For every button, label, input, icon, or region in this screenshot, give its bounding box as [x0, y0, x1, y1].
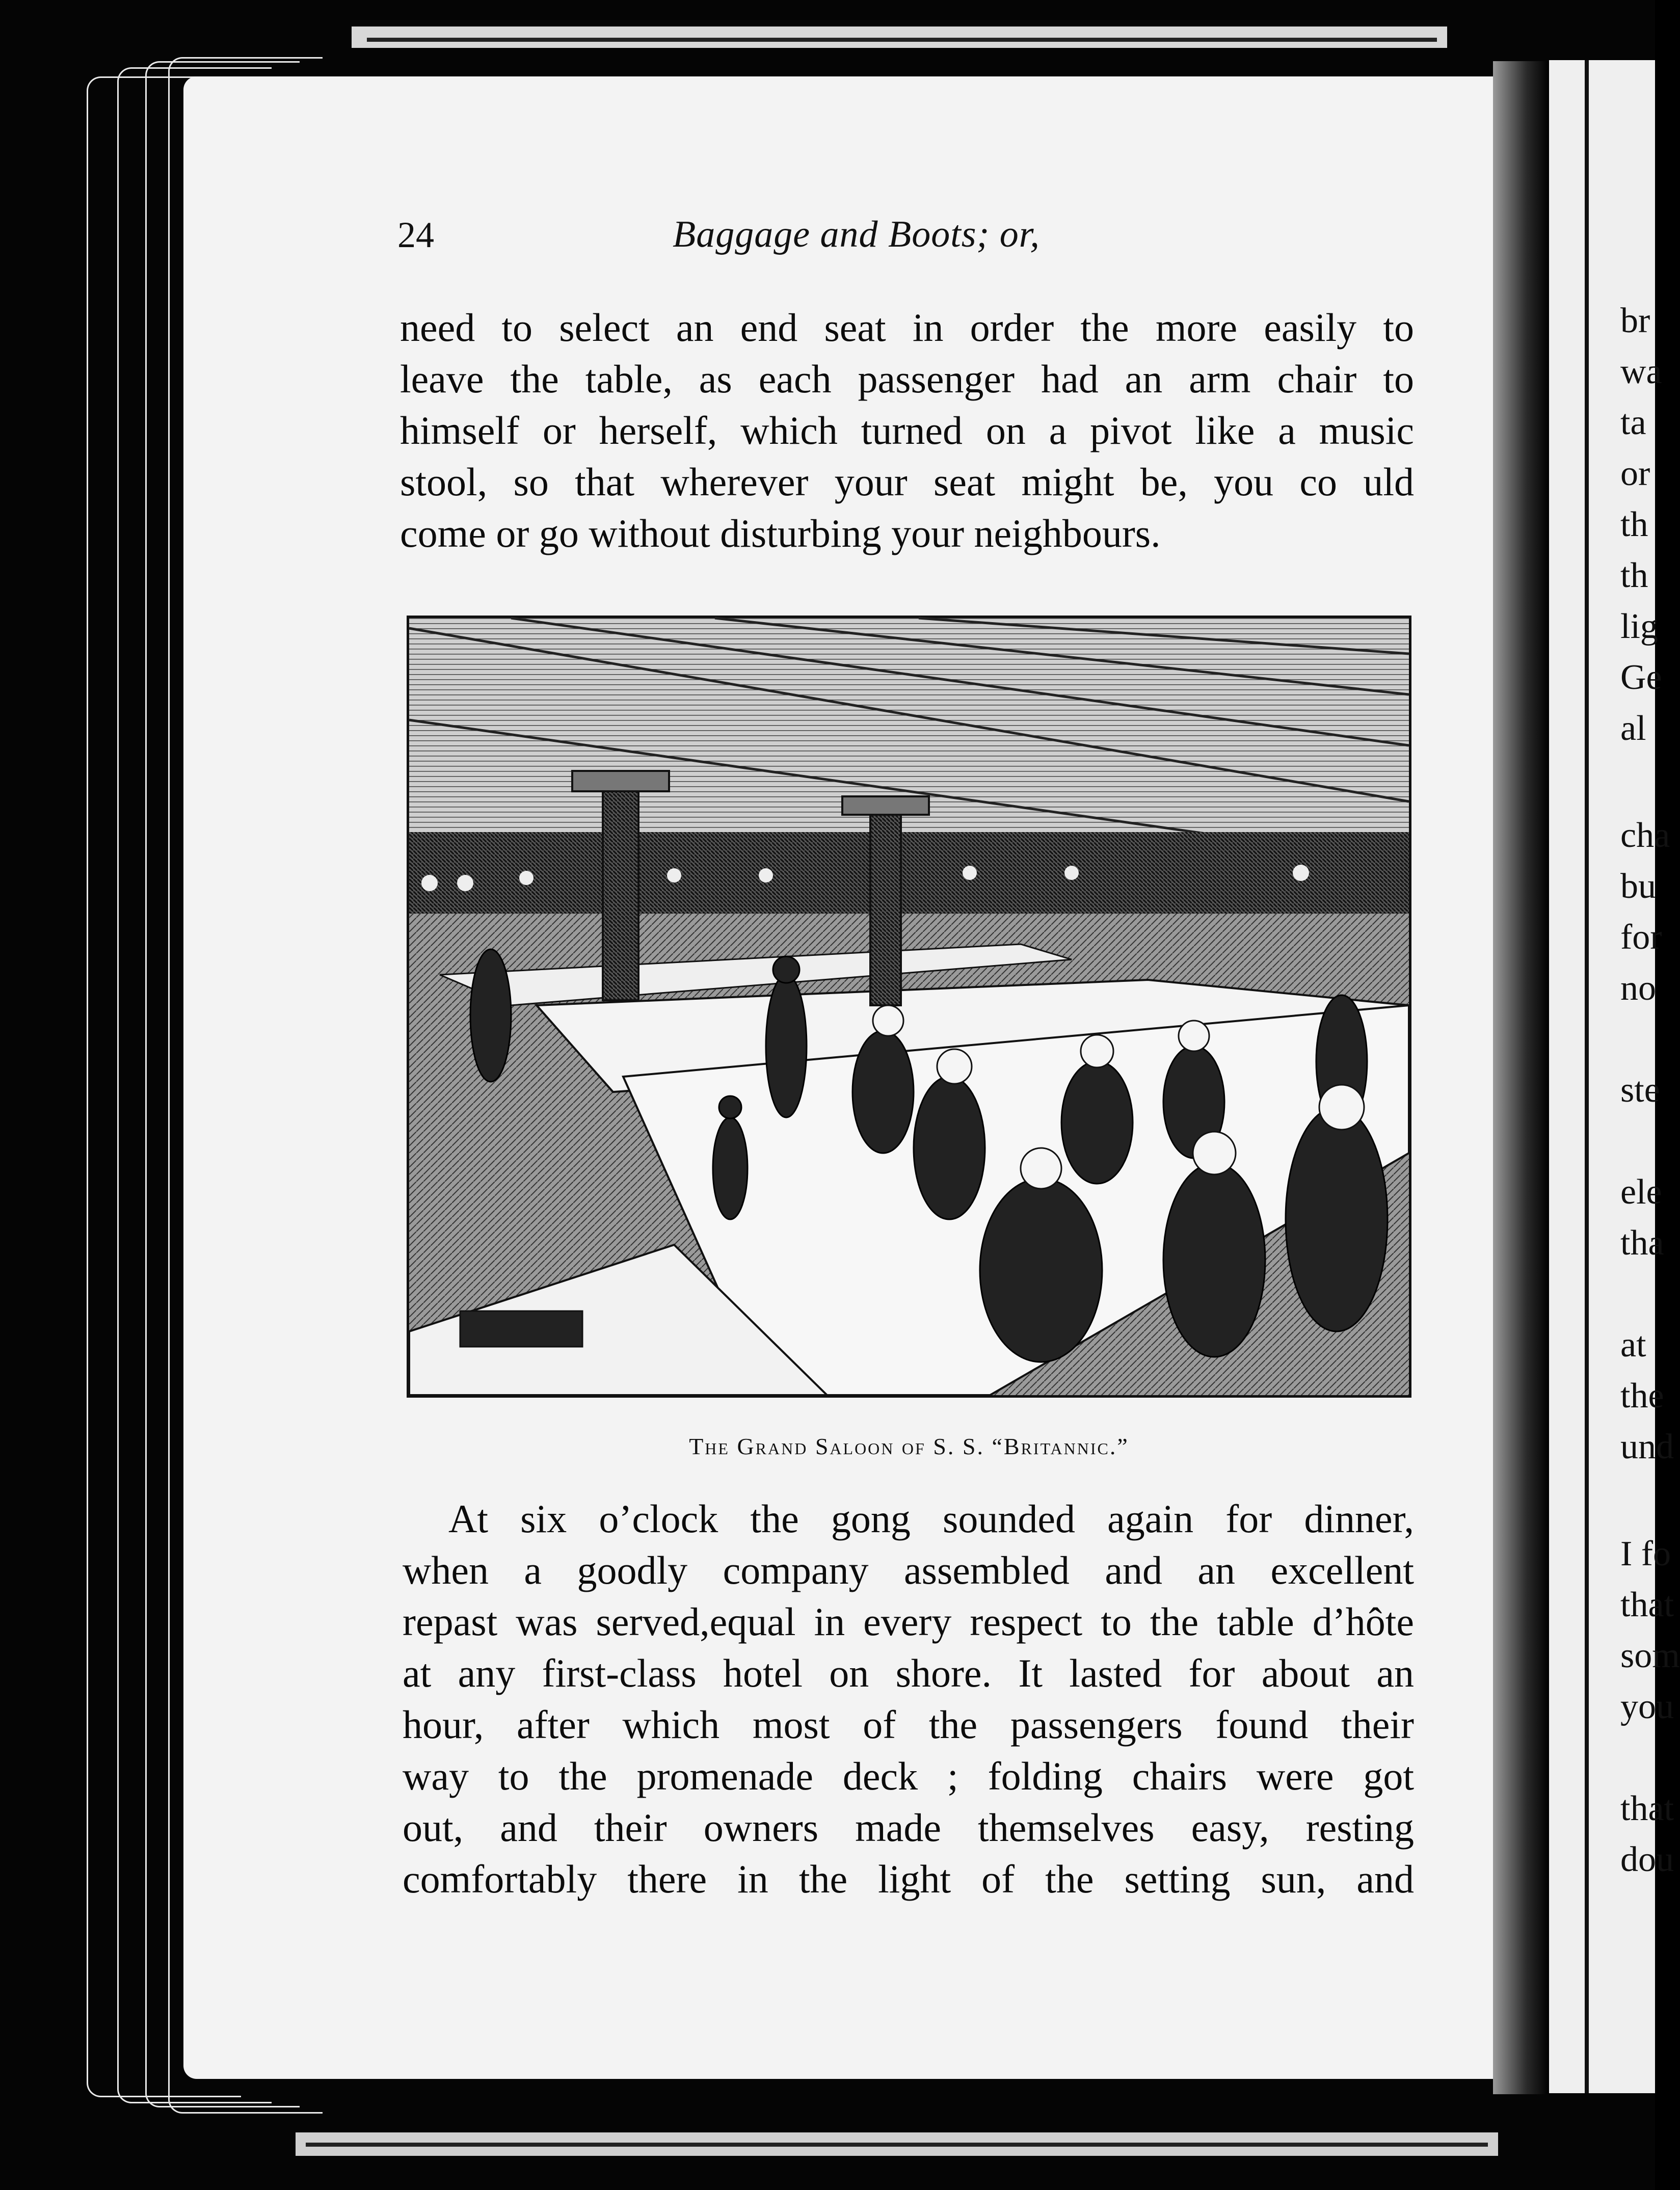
facing-text: dou	[1620, 1840, 1674, 1879]
facing-text: lig	[1620, 607, 1658, 646]
facing-text: that	[1620, 1585, 1674, 1624]
facing-text: you	[1620, 1687, 1674, 1726]
scan-bottom-line	[306, 2143, 1488, 2147]
facing-text: ste	[1620, 1071, 1660, 1110]
facing-text: th	[1620, 505, 1648, 544]
book-gutter	[1493, 61, 1549, 2094]
text-line: way to the promenade deck ; folding chairs were got	[403, 1754, 1414, 1798]
facing-text: th	[1620, 556, 1648, 595]
facing-text: som	[1620, 1636, 1680, 1675]
text-line: at any first-class hotel on shore. It lasted for about an	[403, 1651, 1414, 1695]
facing-text: wa	[1620, 352, 1662, 391]
text-line: repast was served,equal in every respect to the table d’hôte	[403, 1599, 1414, 1644]
text-line: comfortably there in the light of the setting sun, and	[403, 1857, 1414, 1901]
facing-text: or	[1620, 454, 1650, 493]
text-line: hour, after which most of the passengers found their	[403, 1702, 1414, 1747]
facing-text: that	[1620, 1789, 1674, 1828]
text-line: need to select an end seat in order the more easily to	[400, 305, 1414, 350]
facing-text: ele	[1620, 1172, 1662, 1212]
facing-page-border	[1585, 60, 1589, 2093]
text-line: At six o’clock the gong sounded again for dinner,	[448, 1497, 1414, 1541]
facing-text: Ge	[1620, 658, 1662, 697]
facing-text: und	[1620, 1427, 1674, 1466]
facing-text: cha	[1620, 816, 1670, 855]
facing-text: I fo	[1620, 1534, 1671, 1573]
page-number: 24	[397, 215, 434, 255]
scan-top-line	[367, 38, 1437, 42]
facing-text: for	[1620, 918, 1662, 957]
text-line: out, and their owners made themselves easy, resting	[403, 1805, 1414, 1850]
facing-text: the	[1620, 1376, 1664, 1416]
text-line: come or go without disturbing your neighbours.	[400, 511, 1161, 555]
facing-text: br	[1620, 301, 1650, 340]
figure-caption: The Grand Saloon of S. S. “Britannic.”	[689, 1433, 1129, 1459]
facing-text: ta	[1620, 403, 1646, 442]
text-line: when a goodly company assembled and an excellent	[403, 1548, 1414, 1592]
text-line: leave the table, as each passenger had an arm chair to	[400, 357, 1414, 401]
paragraph-bottom	[403, 1493, 1414, 1905]
facing-text: no	[1620, 969, 1656, 1008]
running-head: Baggage and Boots; or,	[673, 213, 1040, 255]
scan-top-strip	[352, 26, 1447, 48]
facing-text: al	[1620, 709, 1646, 748]
engraving-image	[409, 618, 1409, 1395]
text-line: himself or herself, which turned on a pivot like a music	[400, 408, 1414, 452]
facing-text: tha	[1620, 1223, 1664, 1263]
facing-text: bu	[1620, 867, 1656, 906]
facing-text: at	[1620, 1325, 1646, 1365]
illustration-grand-saloon	[407, 616, 1411, 1398]
text-line: stool, so that wherever your seat might be, you co uld	[400, 460, 1414, 504]
paragraph-top	[400, 302, 1414, 559]
